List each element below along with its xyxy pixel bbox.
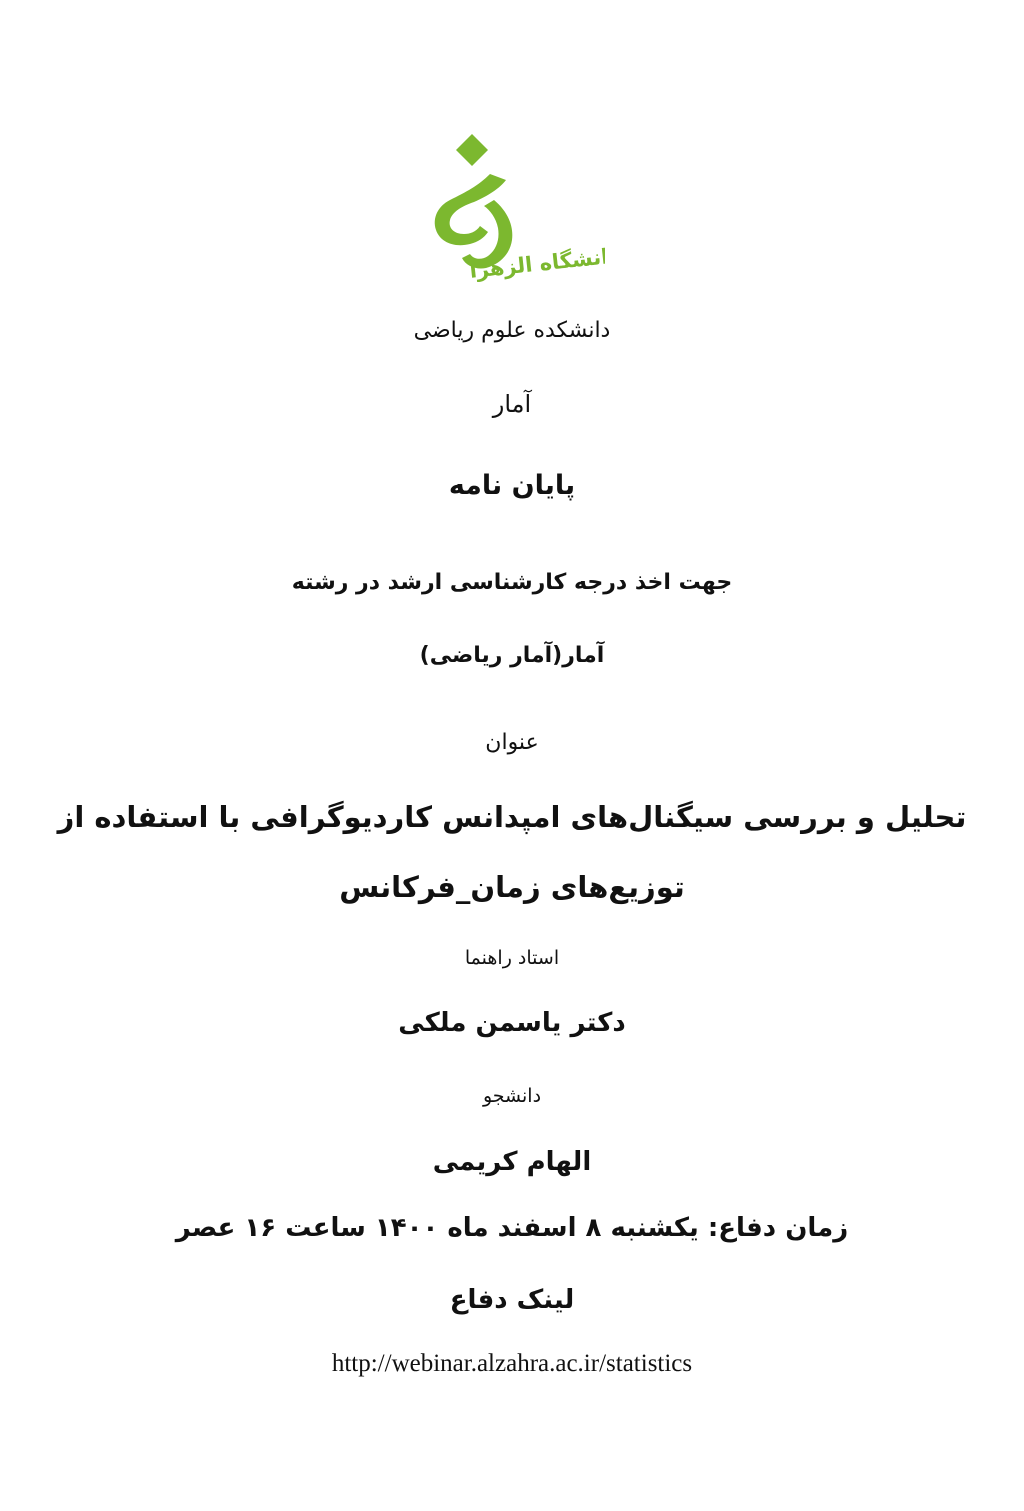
defense-link-label: لینک دفاع [449, 1285, 575, 1315]
thesis-title-line-2: توزیع‌های زمان_فرکانس [339, 870, 685, 904]
title-label: عنوان [485, 730, 539, 755]
logo-text: دانشگاه الزهرا [468, 243, 605, 282]
alzahra-logo-icon [430, 130, 605, 282]
faculty-name: دانشکده علوم ریاضی [413, 318, 611, 343]
document-type: پایان نامه [448, 470, 576, 501]
thesis-title-line-1: تحلیل و بررسی سیگنال‌های امپدانس کاردیوگرافی با استفاده از [57, 800, 967, 834]
university-logo [430, 130, 605, 282]
student-label: دانشجو [482, 1085, 542, 1107]
degree-line: جهت اخذ درجه کارشناسی ارشد در رشته [291, 570, 733, 595]
defense-link-url[interactable]: http://webinar.alzahra.ac.ir/statistics [331, 1350, 693, 1377]
student-name: الهام کریمی [432, 1147, 592, 1177]
field-of-study: آمار(آمار ریاضی) [419, 643, 605, 668]
department-name: آمار [492, 390, 532, 418]
advisor-label: استاد راهنما [464, 947, 560, 969]
defense-time: زمان دفاع: یکشنبه ۸ اسفند ماه ۱۴۰۰ ساعت ۱۶ عصر [175, 1213, 849, 1243]
advisor-name: دکتر یاسمن ملکی [398, 1008, 626, 1038]
